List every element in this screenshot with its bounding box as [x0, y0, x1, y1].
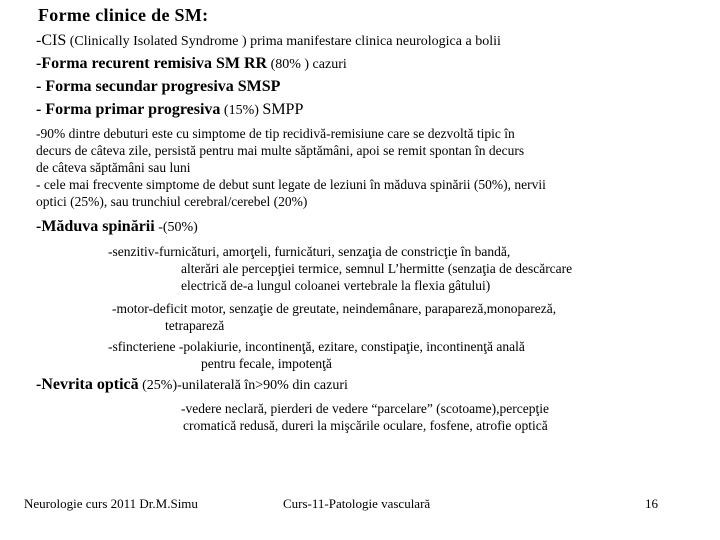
paragraph-line: - cele mai frecvente simptome de debut sunt legate de leziuni în măduva spinării (50%), nervii — [36, 177, 546, 192]
footer-author: Neurologie curs 2011 Dr.M.Simu — [24, 496, 198, 511]
spinal-heading-label: -Măduva spinării — [36, 218, 155, 235]
form-smrr-label: -Forma recurent remisiva SM RR — [36, 55, 268, 72]
spinal-line: pentru fecale, impotenţă — [201, 356, 332, 371]
optic-line: -vedere neclară, pierderi de vedere “parcelare” (scotoame),percepţie — [181, 401, 549, 416]
optic-heading — [36, 376, 348, 394]
form-smpp-abbr: SMPP — [262, 101, 304, 118]
form-cis-text: (Clinically Isolated Syndrome ) prima manifestare clinica neurologica a bolii — [66, 34, 501, 49]
spinal-line: electrică de-a lungul coloanei vertebrale la flexia gâtului) — [181, 278, 491, 293]
spinal-heading-percent: -(50%) — [154, 220, 198, 235]
paragraph-line: de câteva săptămâni sau luni — [36, 160, 191, 175]
optic-heading-label: -Nevrita optică — [36, 376, 139, 393]
slide-title: Forme clinice de SM: — [38, 5, 209, 25]
form-smpp-percent: (15%) — [220, 103, 263, 118]
form-smrr-text: (80% ) cazuri — [267, 57, 347, 72]
page-number: 16 — [645, 496, 658, 511]
footer-course: Curs-11-Patologie vasculară — [283, 496, 431, 511]
spinal-line: -motor-deficit motor, senzaţie de greutate, neindemânare, parapareză,monopareză, — [112, 301, 557, 316]
form-cis-label: -CIS — [36, 32, 67, 49]
paragraph-line: -90% dintre debuturi este cu simptome de tip recidivă-remisiune care se dezvoltă tipic în — [36, 126, 515, 141]
form-smpp — [36, 101, 303, 119]
form-smsp-label: - Forma secundar progresiva SMSP — [36, 78, 281, 95]
spinal-line: alterări ale percepţiei termice, semnul L’hermitte (senzaţia de descărcare — [181, 261, 573, 276]
optic-line: cromatică redusă, dureri la mişcările oculare, fosfene, atrofie optică — [183, 418, 548, 433]
onset-paragraph — [36, 125, 696, 210]
form-smrr — [36, 55, 347, 73]
spinal-heading — [36, 218, 198, 236]
spinal-line: -senzitiv-furnicături, amorţeli, furnicături, senzaţia de constricţie în bandă, — [108, 244, 511, 259]
paragraph-line: decurs de câteva zile, persistă pentru mai multe săptămâni, apoi se remit spontan în decurs — [36, 143, 525, 158]
paragraph-line: optici (25%), sau trunchiul cerebral/cerebel (20%) — [36, 194, 308, 209]
form-smpp-label: - Forma primar progresiva — [36, 101, 221, 118]
form-cis — [36, 32, 501, 50]
spinal-line: -sfincteriene -polakiurie, incontinenţă, ezitare, constipaţie, incontinenţă anală — [108, 339, 525, 354]
spinal-line: tetrapareză — [165, 318, 225, 333]
form-smsp — [36, 78, 280, 96]
optic-heading-text: (25%)-unilaterală în>90% din cazuri — [138, 378, 348, 393]
